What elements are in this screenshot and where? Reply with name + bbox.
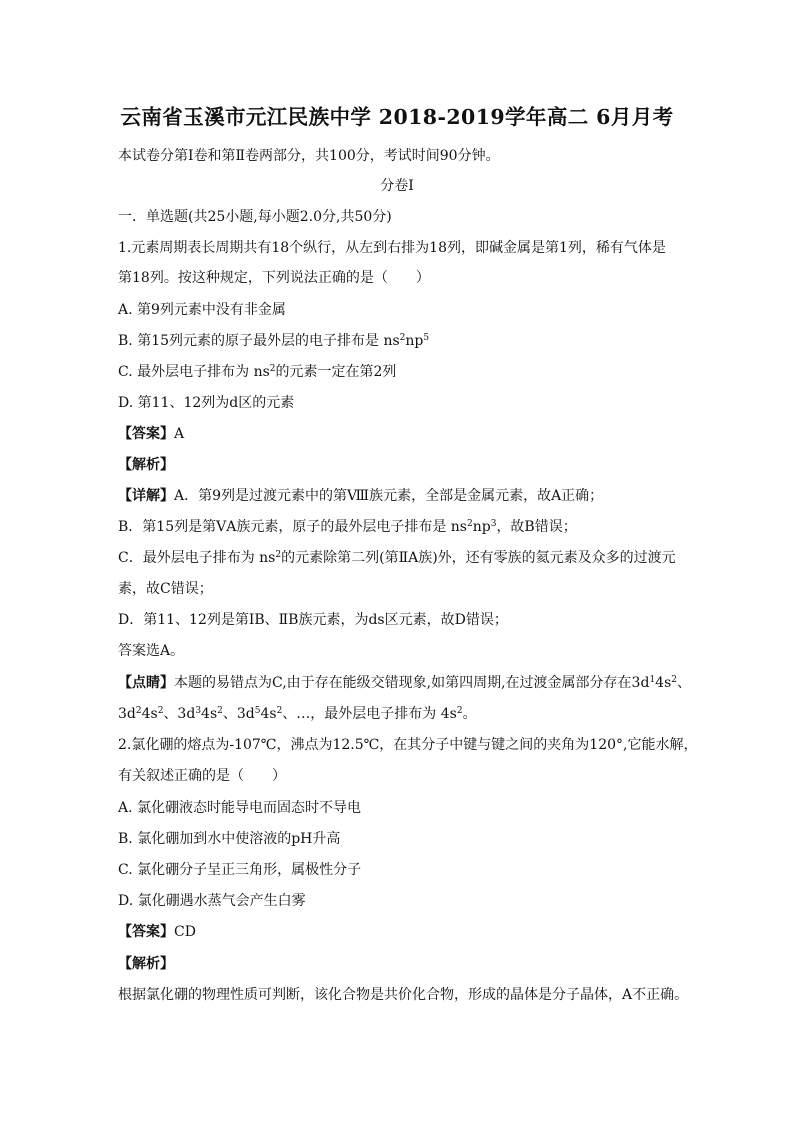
q1-stem-line-1: 1.元素周期表长周期共有18个纵行，从左到右排为18列，即碱金属是第1列，稀有气体是 xyxy=(118,240,666,256)
part-heading: 一．单选题(共25小题,每小题2.0分,共50分) xyxy=(118,209,392,225)
q1-detail-c-line-1 xyxy=(118,548,676,568)
q1-option-c xyxy=(118,362,396,382)
q1-tip-line-1 xyxy=(118,673,691,693)
tip-text: 。 xyxy=(462,706,477,722)
q2-option-b: B. 氯化硼加到水中使溶液的pH升高 xyxy=(118,831,341,847)
q2-option-c: C. 氯化硼分子呈正三角形，属极性分子 xyxy=(118,862,362,878)
q1-detail-b xyxy=(118,517,577,537)
q1-conclusion: 答案选A。 xyxy=(118,643,185,659)
tip-text: 、3d xyxy=(222,706,255,722)
q1-detail-d: D．第11、12列是第ⅠB、ⅡB族元素，为ds区元素，故D错误； xyxy=(118,612,508,628)
tip-text: 、…，最外层电子排布为 4s xyxy=(282,706,457,722)
q1-option-c-tail: 的元素一定在第2列 xyxy=(275,364,397,380)
superscript: 2 xyxy=(671,675,677,685)
q1-analysis-label: 【解析】 xyxy=(118,457,174,473)
superscript: 2 xyxy=(276,706,283,716)
superscript: 2 xyxy=(399,333,406,343)
tip-text: 4s xyxy=(655,675,672,691)
q2-option-a: A. 氯化硼液态时能导电而固态时不导电 xyxy=(118,800,362,816)
detail-b-tail: ，故B错误； xyxy=(496,519,577,535)
detail-b-text: B．第15列是第ⅤA族元素，原子的最外层电子排布是 ns xyxy=(118,519,467,535)
superscript: 5 xyxy=(254,706,261,716)
superscript: 2 xyxy=(157,706,164,716)
q1-option-d: D. 第11、12列为d区的元素 xyxy=(118,395,295,411)
tip-text: 本题的易错点为C,由于存在能级交错现象,如第四周期,在过渡金属部分存在3d xyxy=(174,675,650,691)
q1-stem-line-2: 第18列。按这种规定，下列说法正确的是（ ） xyxy=(118,270,430,286)
tip-text: 、 xyxy=(677,675,691,691)
superscript: 3 xyxy=(195,706,202,716)
superscript: 3 xyxy=(490,519,497,529)
superscript: 2 xyxy=(456,706,463,716)
q2-stem-line-2: 有关叙述正确的是（ ） xyxy=(118,768,286,784)
q1-detail-c-line-2: 素，故C错误； xyxy=(118,581,213,597)
q2-analysis-label: 【解析】 xyxy=(118,956,174,972)
detail-b-np: np xyxy=(472,519,491,535)
detail-label: 【详解】 xyxy=(118,488,174,504)
superscript: 2 xyxy=(269,364,276,374)
superscript: 2 xyxy=(275,550,282,560)
q1-tip-line-2 xyxy=(118,704,477,724)
q1-option-b xyxy=(118,331,429,351)
tip-text: 4s xyxy=(141,706,158,722)
answer-value: A xyxy=(174,426,185,442)
superscript: 2 xyxy=(135,706,142,716)
q1-detail-a xyxy=(118,486,603,506)
q2-analysis-text: 根据氯化硼的物理性质可判断，该化合物是共价化合物，形成的晶体是分子晶体，A不正确。 xyxy=(118,987,689,1003)
q2-option-d: D. 氯化硼遇水蒸气会产生白雾 xyxy=(118,893,306,909)
document-title: 云南省玉溪市元江民族中学 2018-2019学年高二 6月月考 xyxy=(120,105,674,129)
section-heading: 分卷I xyxy=(380,178,414,194)
tip-text: 4s xyxy=(201,706,218,722)
answer-label: 【答案】 xyxy=(118,924,174,940)
superscript: 5 xyxy=(423,333,430,343)
answer-value: CD xyxy=(174,924,196,940)
q1-option-c-text: C. 最外层电子排布为 ns xyxy=(118,364,270,380)
exam-intro: 本试卷分第Ⅰ卷和第Ⅱ卷两部分，共100分，考试时间90分钟。 xyxy=(118,148,500,164)
tip-text: 、3d xyxy=(163,706,196,722)
q1-answer xyxy=(118,424,184,444)
answer-label: 【答案】 xyxy=(118,426,174,442)
q2-answer xyxy=(118,922,196,942)
detail-c-text: C．最外层电子排布为 ns xyxy=(118,550,276,566)
superscript: 2 xyxy=(217,706,223,716)
q1-option-b-text: B. 第15列元素的原子最外层的电子排布是 ns xyxy=(118,333,400,349)
q1-option-b-np: np xyxy=(405,333,424,349)
tip-text: 3d xyxy=(118,706,136,722)
detail-c-tail: 的元素除第二列(第ⅡA族)外，还有零族的氦元素及众多的过渡元 xyxy=(281,550,676,566)
superscript: 2 xyxy=(466,519,473,529)
q1-option-a: A. 第9列元素中没有非金属 xyxy=(118,302,286,318)
q2-stem-line-1: 2.氯化硼的熔点为-107℃，沸点为12.5℃，在其分子中键与键之间的夹角为120°,它能水解， xyxy=(118,737,698,753)
tip-text: 4s xyxy=(260,706,277,722)
superscript: 1 xyxy=(649,675,656,685)
tip-label: 【点睛】 xyxy=(118,675,174,691)
detail-a-text: A．第9列是过渡元素中的第Ⅷ族元素，全部是金属元素，故A正确； xyxy=(174,488,604,504)
